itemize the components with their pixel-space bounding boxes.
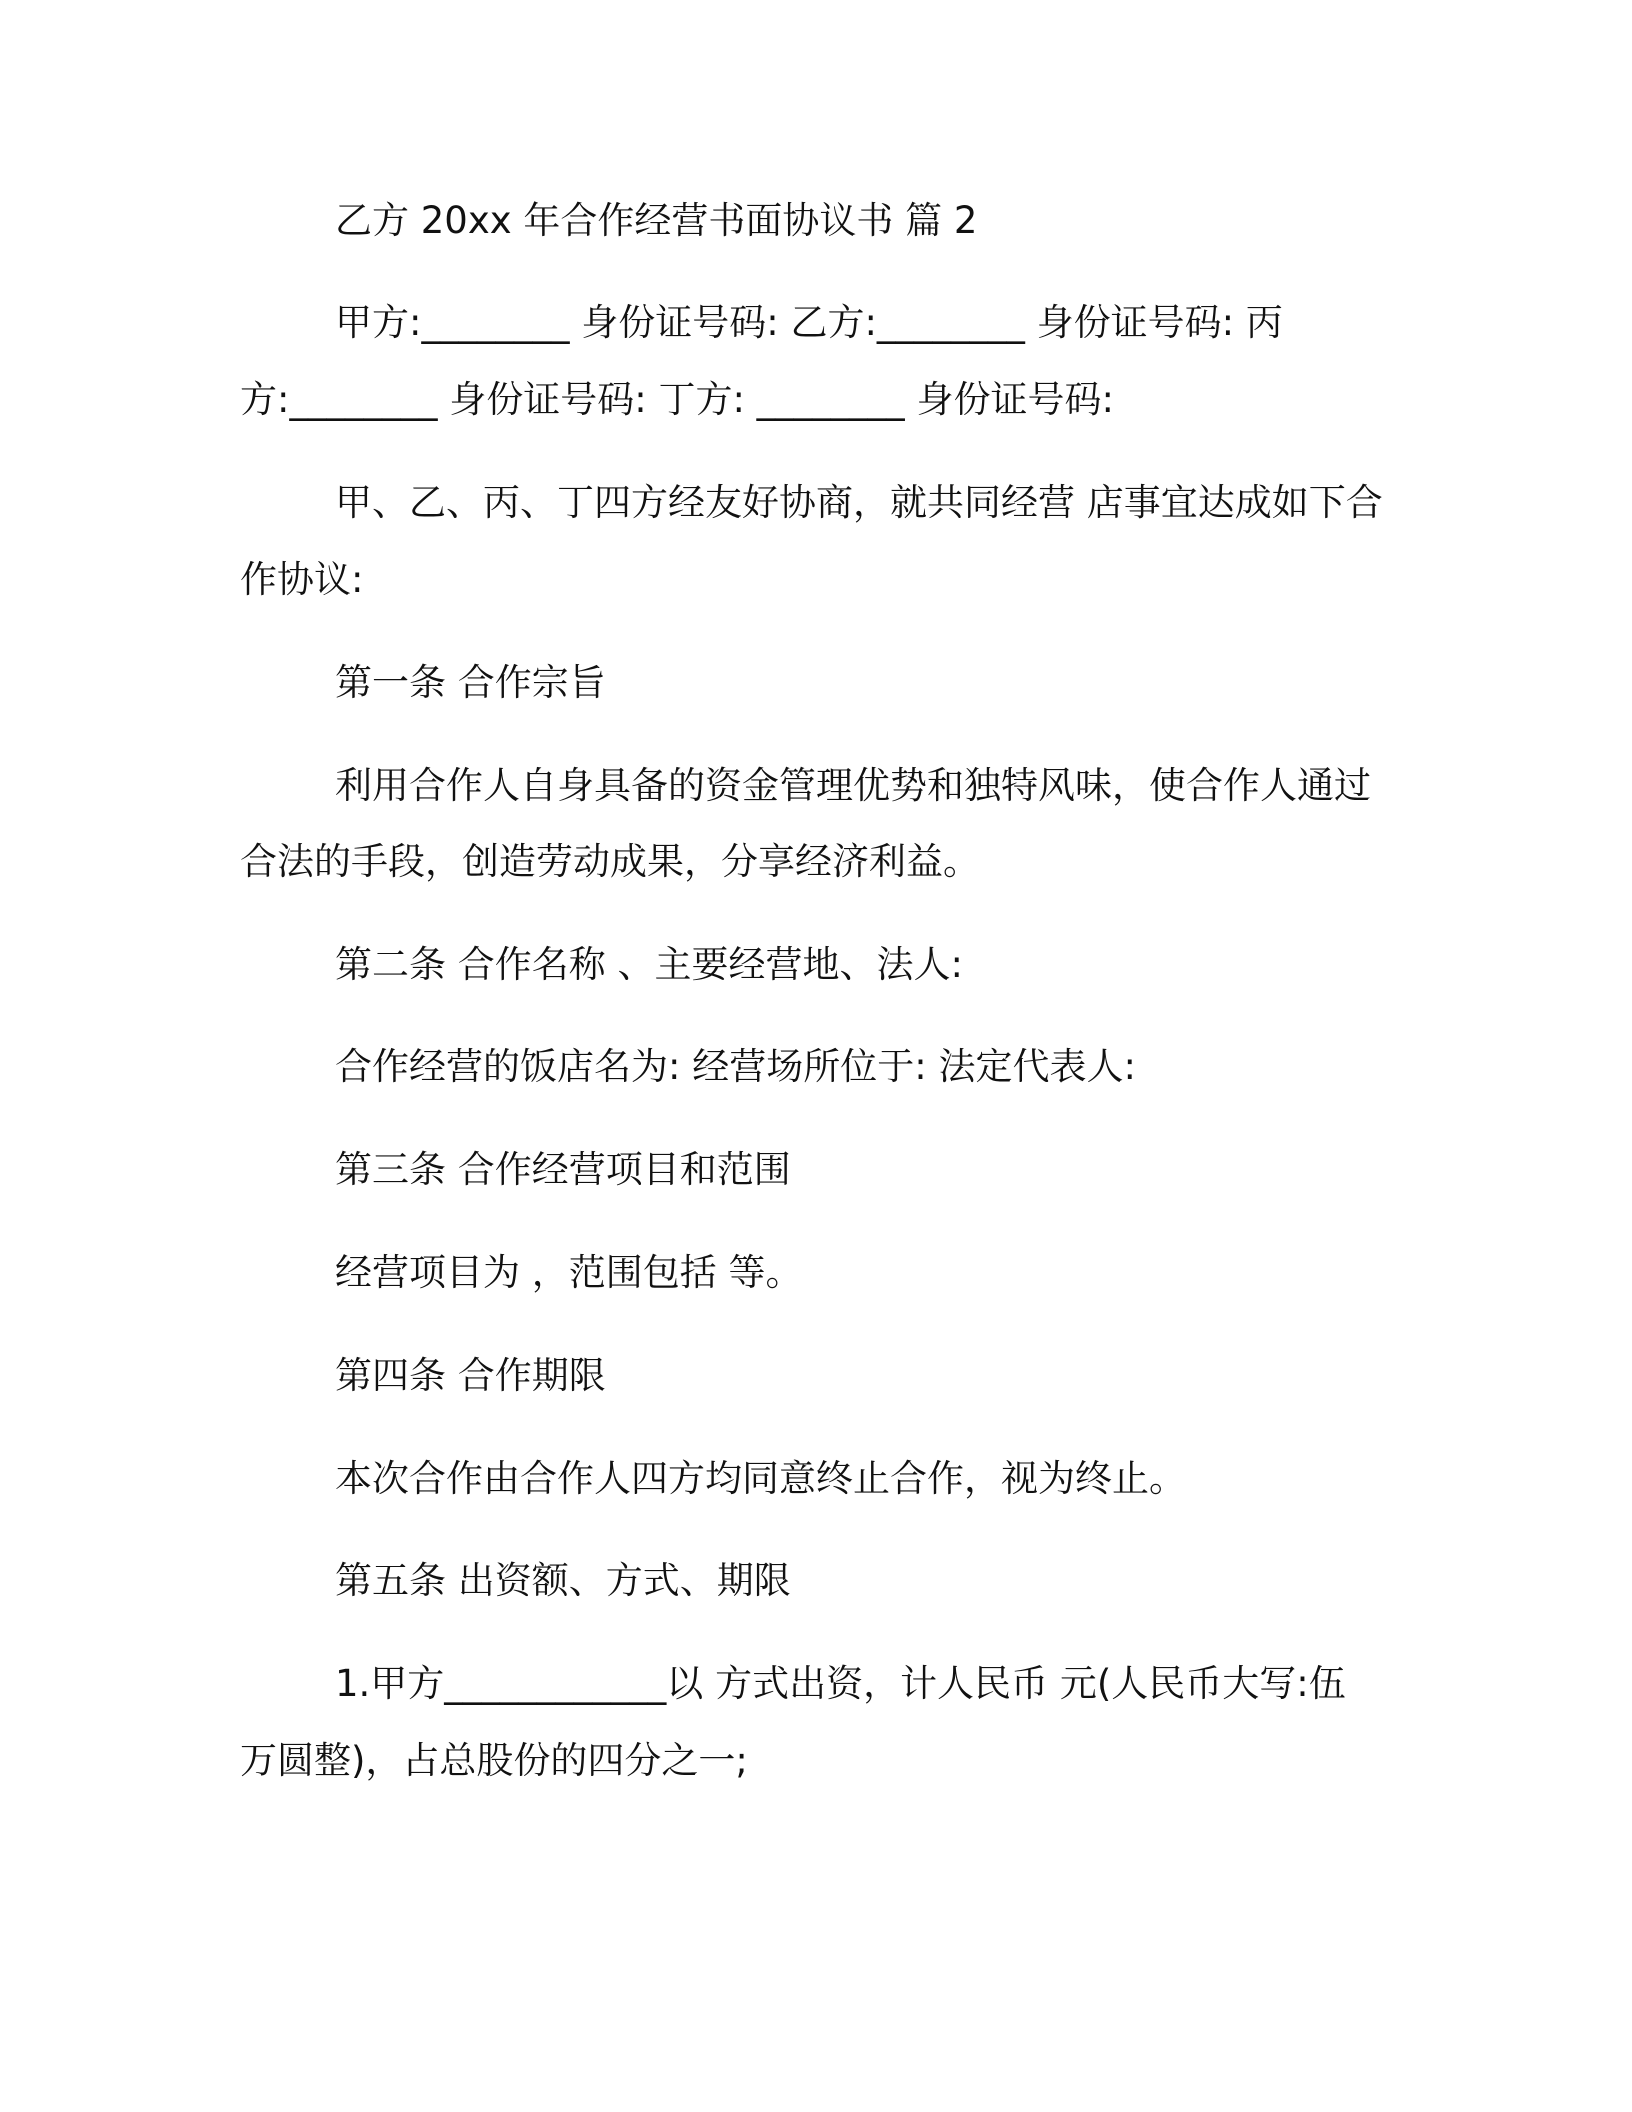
article-3-heading: 第三条 合作经营项目和范围 — [335, 1148, 791, 1191]
article-3-body: 经营项目为 ，范围包括 等。 — [335, 1251, 803, 1294]
article-1-line-2: 合法的手段，创造劳动成果，分享经济利益。 — [240, 840, 980, 883]
article-4-heading: 第四条 合作期限 — [335, 1354, 606, 1397]
parties-line-2: 方:________ 身份证号码: 丁方: ________ 身份证号码: — [240, 378, 1114, 421]
document-title: 乙方 20xx 年合作经营书面协议书 篇 2 — [335, 199, 978, 242]
article-1-line-1: 利用合作人自身具备的资金管理优势和独特风味，使合作人通过 — [335, 764, 1371, 807]
article-5-heading: 第五条 出资额、方式、期限 — [335, 1559, 791, 1602]
article-5-item-1-line-2: 万圆整)，占总股份的四分之一; — [240, 1739, 748, 1782]
article-2-body: 合作经营的饭店名为: 经营场所位于: 法定代表人: — [335, 1045, 1136, 1088]
article-2-heading: 第二条 合作名称 、主要经营地、法人: — [335, 943, 963, 986]
article-4-body: 本次合作由合作人四方均同意终止合作，视为终止。 — [335, 1457, 1186, 1500]
article-1-heading: 第一条 合作宗旨 — [335, 661, 606, 704]
article-5-item-1-line-1: 1.甲方____________以 方式出资，计人民币 元(人民币大写:伍 — [335, 1662, 1346, 1705]
intro-line-2: 作协议: — [240, 558, 364, 601]
parties-line-1: 甲方:________ 身份证号码: 乙方:________ 身份证号码: 丙 — [335, 301, 1283, 344]
intro-line-1: 甲、乙、丙、丁四方经友好协商，就共同经营 店事宜达成如下合 — [335, 481, 1383, 524]
